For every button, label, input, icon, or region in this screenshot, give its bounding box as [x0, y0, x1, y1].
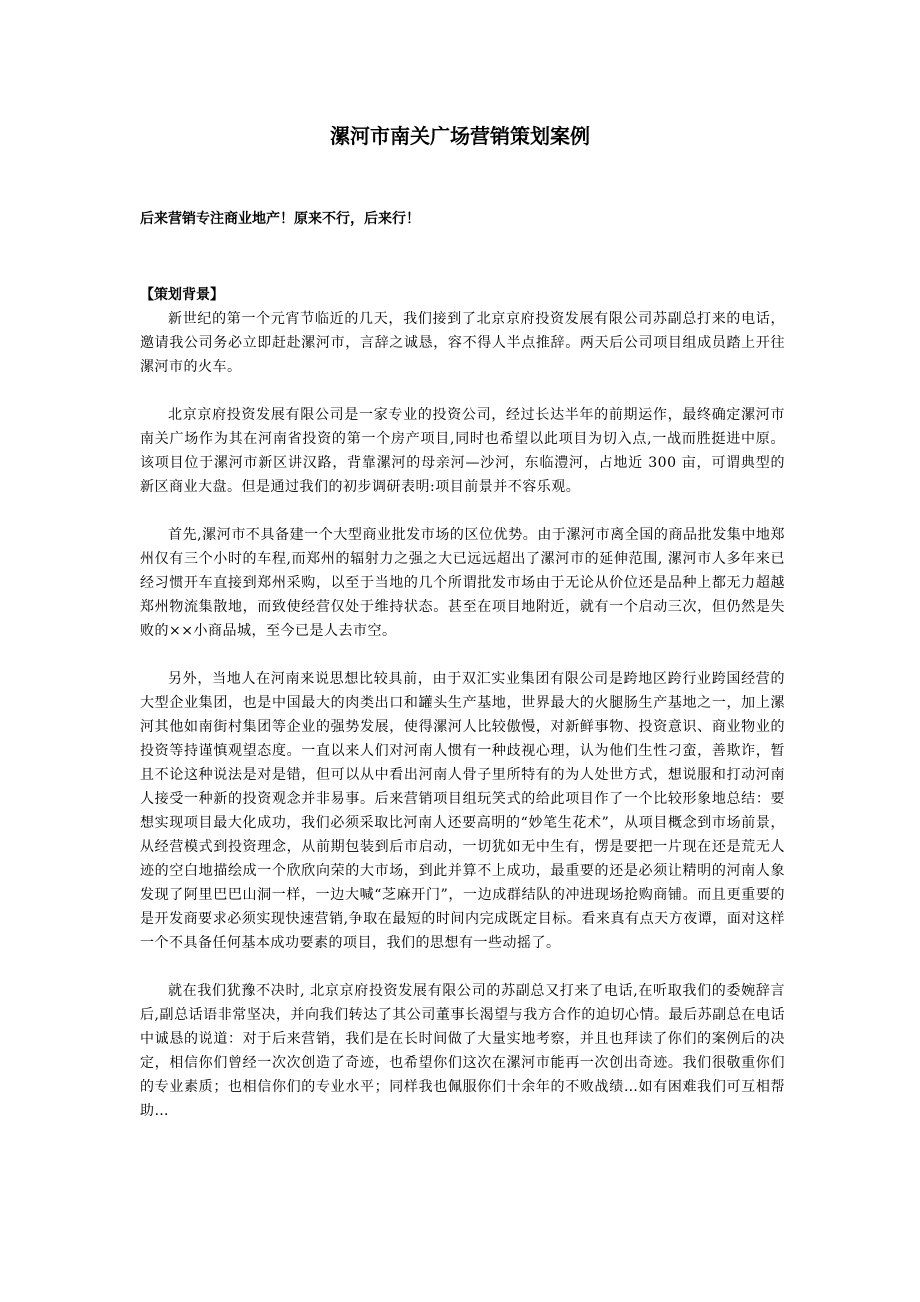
paragraph: 北京京府投资发展有限公司是一家专业的投资公司，经过长达半年的前期运作，最终确定漯河市南关广场作为其在河南省投资的第一个房产项目,同时也希望以此项目为切入点,一战而胜挺进中原。该项目位于漯河市新区讲汉路，背靠漯河的母亲河—沙河，东临澧河，占地近 300 亩，可谓典型的新区商业大盘。但是通过我们的初步调研表明:项目前景并不容乐观。 [140, 407, 785, 495]
section-heading: 【策划背景】 [140, 287, 224, 303]
document-body [140, 307, 785, 1147]
document-subtitle: 后来营销专注商业地产！原来不行，后来行！ [140, 211, 420, 227]
paragraph: 另外，当地人在河南来说思想比较具前，由于双汇实业集团有限公司是跨地区跨行业跨国经营的大型企业集团，也是中国最大的肉类出口和罐头生产基地，世界最大的火腿肠生产基地之一，加上漯河其他如南街村集团等企业的强势发展，使得漯河人比较傲慢，对新鲜事物、投资意识、商业物业的投资等持谨慎观望态度。一直以来人们对河南人惯有一种歧视心理，认为他们生性刁蛮，善欺诈，暂且不论这种说法是对是错，但可以从中看出河南人骨子里所特有的为人处世方式，想说服和打动河南人接受一种新的投资观念并非易事。后来营销项目组玩笑式的给此项目作了一个比较形象地总结：要想实现项目最大化成功，我们必须采取比河南人还要高明的“妙笔生花术”，从项目概念到市场前景，从经营模式到投资理念，从前期包装到后市启动，一切犹如无中生有，愣是要把一片现在还是荒无人迹的空白地描绘成一个欣欣向荣的大市场，到此并算不上成功，最重要的还是必须让精明的河南人象发现了阿里巴巴山洞一样，一边大喊“芝麻开门”，一边成群结队的冲进现场抢购商铺。而且更重要的是开发商要求必须实现快速营销,争取在最短的时间内完成既定目标。看来真有点天方夜谭，面对这样一个不具备任何基本成功要素的项目，我们的思想有一些动摇了。 [140, 671, 785, 951]
document-title: 漯河市南关广场营销策划案例 [330, 124, 590, 148]
paragraph: 新世纪的第一个元宵节临近的几天，我们接到了北京京府投资发展有限公司苏副总打来的电话，邀请我公司务必立即赶赴漯河市，言辞之诚恳，容不得人半点推辞。两天后公司项目组成员踏上开往漯河市的火车。 [140, 311, 785, 375]
paragraph: 就在我们犹豫不决时, 北京京府投资发展有限公司的苏副总又打来了电话,在听取我们的委婉辞言后,副总话语非常坚决，并向我们转达了其公司董事长渴望与我方合作的迫切心情。最后苏副总在电话中诚恳的说道：对于后来营销，我们是在长时间做了大量实地考察，并且也拜读了你们的案例后的决定，相信你们曾经一次次创造了奇迹，也希望你们这次在漯河市能再一次创出奇迹。我们很敬重你们的专业素质；也相信你们的专业水平；同样我也佩服你们十余年的不败战绩…如有困难我们可互相帮助… [140, 983, 785, 1119]
paragraph: 首先,漯河市不具备建一个大型商业批发市场的区位优势。由于漯河市离全国的商品批发集中地郑州仅有三个小时的车程,而郑州的辐射力之强之大已远远超出了漯河市的延伸范围, 漯河市人多年来已经习惯开车直接到郑州采购，以至于当地的几个所谓批发市场由于无论从价位还是品种上都无力超越郑州物流集散地，而致使经营仅处于维持状态。甚至在项目地附近，就有一个启动三次，但仍然是失败的××小商品城，至今已是人去市空。 [140, 527, 785, 639]
